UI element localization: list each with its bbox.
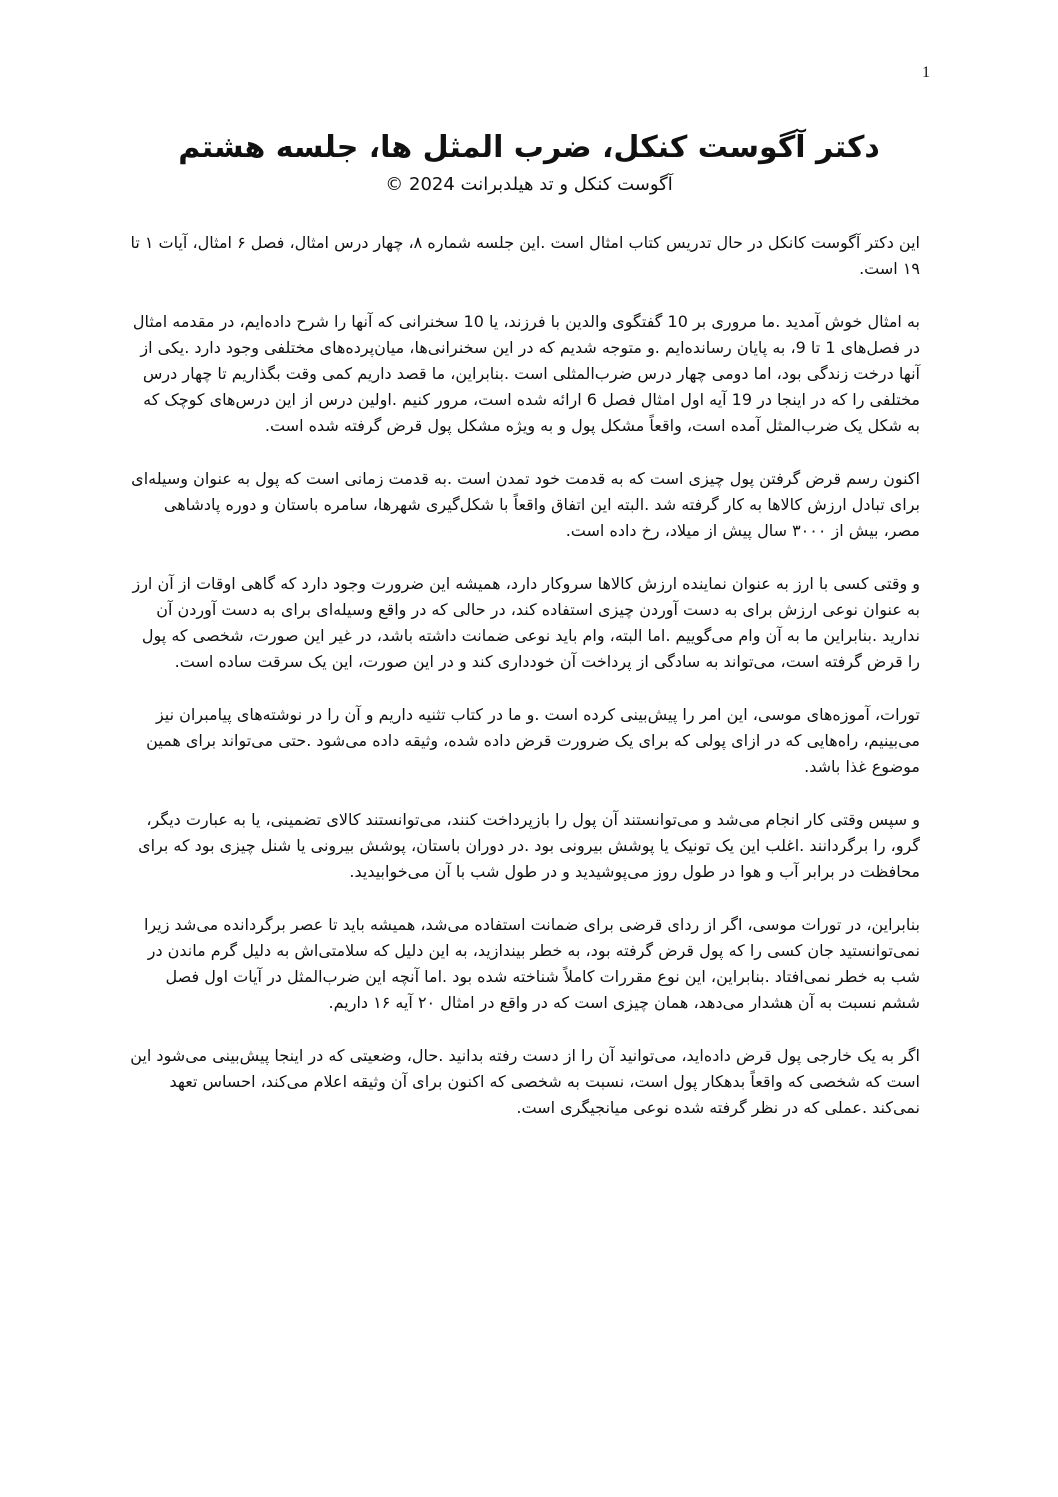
paragraph-1: این دکتر آگوست کانکل در حال تدریس کتاب امثال است .این جلسه شماره ۸، چهار درس امثال، فصل ۶ امثال، آیات ۱ تا ۱۹ است. xyxy=(130,233,920,278)
paragraph-2: به امثال خوش آمدید .ما مروری بر 10 گفتگوی والدین با فرزند، یا 10 سخنرانی که آنها را شرح داده‌ایم، در مقدمه امثال در فصل‌های 1 تا 9، به پایان رسانده‌ایم .و متوجه شدیم که در این سخنرانی‌ها، میان‌پرده‌های مختلفی وجود دارد .یکی از آنها درخت زندگی بود، اما دومی چهار درس ضرب‌المثلی است .بنابراین، ما قصد داریم کمی وقت بگذاریم تا چهار درس مختلفی را که در اینجا در 19 آیه اول امثال فصل 6 ارائه شده است، مرور کنیم .اولین درس از این درس‌های کوچک که به شکل یک ضرب‌المثل آمده است، واقعاً مشکل پول و به ویژه مشکل پول قرض گرفته شده است. xyxy=(132,312,920,435)
paragraph-8: اگر به یک خارجی پول قرض داده‌اید، می‌توانید آن را از دست رفته بدانید .حال، وضعیتی که در اینجا پیش‌بینی می‌شود این است که شخصی که واقعاً بدهکار پول است، نسبت به شخصی که اکنون برای آن وثیقه اعلام می‌کند، احساس تعهد نمی‌کند .عملی که در نظر گرفته شده نوعی میانجیگری است. xyxy=(130,1046,920,1117)
document-subtitle: آگوست کنکل و تد هیلدبرانت 2024 © xyxy=(385,174,673,195)
paragraph-6: و سپس وقتی کار انجام می‌شد و می‌توانستند آن پول را بازپرداخت کنند، می‌توانستند کالای تضمینی، یا به عبارت دیگر، گرو، را برگردانند .اغلب این یک تونیک یا پوشش بیرونی بود .در دوران باستان، پوشش بیرونی یا شنل چیزی بود که برای محافظت در برابر آب و هوا در طول روز می‌پوشیدید و در طول شب با آن می‌خوابیدید. xyxy=(138,810,920,881)
paragraph-4: و وقتی کسی با ارز به عنوان نماینده ارزش کالاها سروکار دارد، همیشه این ضرورت وجود دارد که گاهی اوقات از آن ارز به عنوان نوعی ارزش برای به دست آوردن چیزی استفاده کند، در حالی که در واقع وسیله‌ای برای به دست آوردن آن ندارید .بنابراین ما به آن وام می‌گوییم .اما البته، وام باید نوعی ضمانت داشته باشد، در غیر این صورت، شخصی که پول را قرض گرفته است، می‌تواند به سادگی از پرداخت آن خودداری کند و در این صورت، این یک سرقت ساده است. xyxy=(132,574,920,671)
paragraph-5: تورات، آموزه‌های موسی، این امر را پیش‌بینی کرده است .و ما در کتاب تثنیه داریم و آن را در نوشته‌های پیامبران نیز می‌بینیم، راه‌هایی که در ازای پولی که برای یک ضرورت قرض داده شده، وثیقه داده می‌شود .حتی می‌تواند برای همین موضوع غذا باشد. xyxy=(146,705,920,776)
document-body xyxy=(128,230,920,1148)
paragraph-7: بنابراین، در تورات موسی، اگر از ردای قرضی برای ضمانت استفاده می‌شد، همیشه باید تا عصر برگردانده می‌شد زیرا نمی‌توانستید جان کسی را که پول قرض گرفته بود، به خطر بیندازید، به این دلیل که سلامتی‌اش به دلیل گرم ماندن در شب به خطر نمی‌افتاد .بنابراین، این نوع مقررات کاملاً شناخته شده بود .اما آنچه این ضرب‌المثل در آیات اول فصل ششم نسبت به آن هشدار می‌دهد، همان چیزی است که در واقع در امثال ۲۰ آیه ۱۶ داریم. xyxy=(143,915,920,1012)
page-number: 1 xyxy=(922,64,930,81)
document-title: دکتر آگوست کنکل، ضرب المثل ها، جلسه هشتم xyxy=(178,130,880,165)
document-header xyxy=(0,128,1058,198)
paragraph-3: اکنون رسم قرض گرفتن پول چیزی است که به قدمت خود تمدن است .به قدمت زمانی است که پول به عنوان وسیله‌ای برای تبادل ارزش کالاها به کار گرفته شد .البته این اتفاق واقعاً با شکل‌گیری شهرها، سامره باستان و دوره پادشاهی مصر، بیش از ۳۰۰۰ سال پیش از میلاد، رخ داده است. xyxy=(131,469,920,540)
